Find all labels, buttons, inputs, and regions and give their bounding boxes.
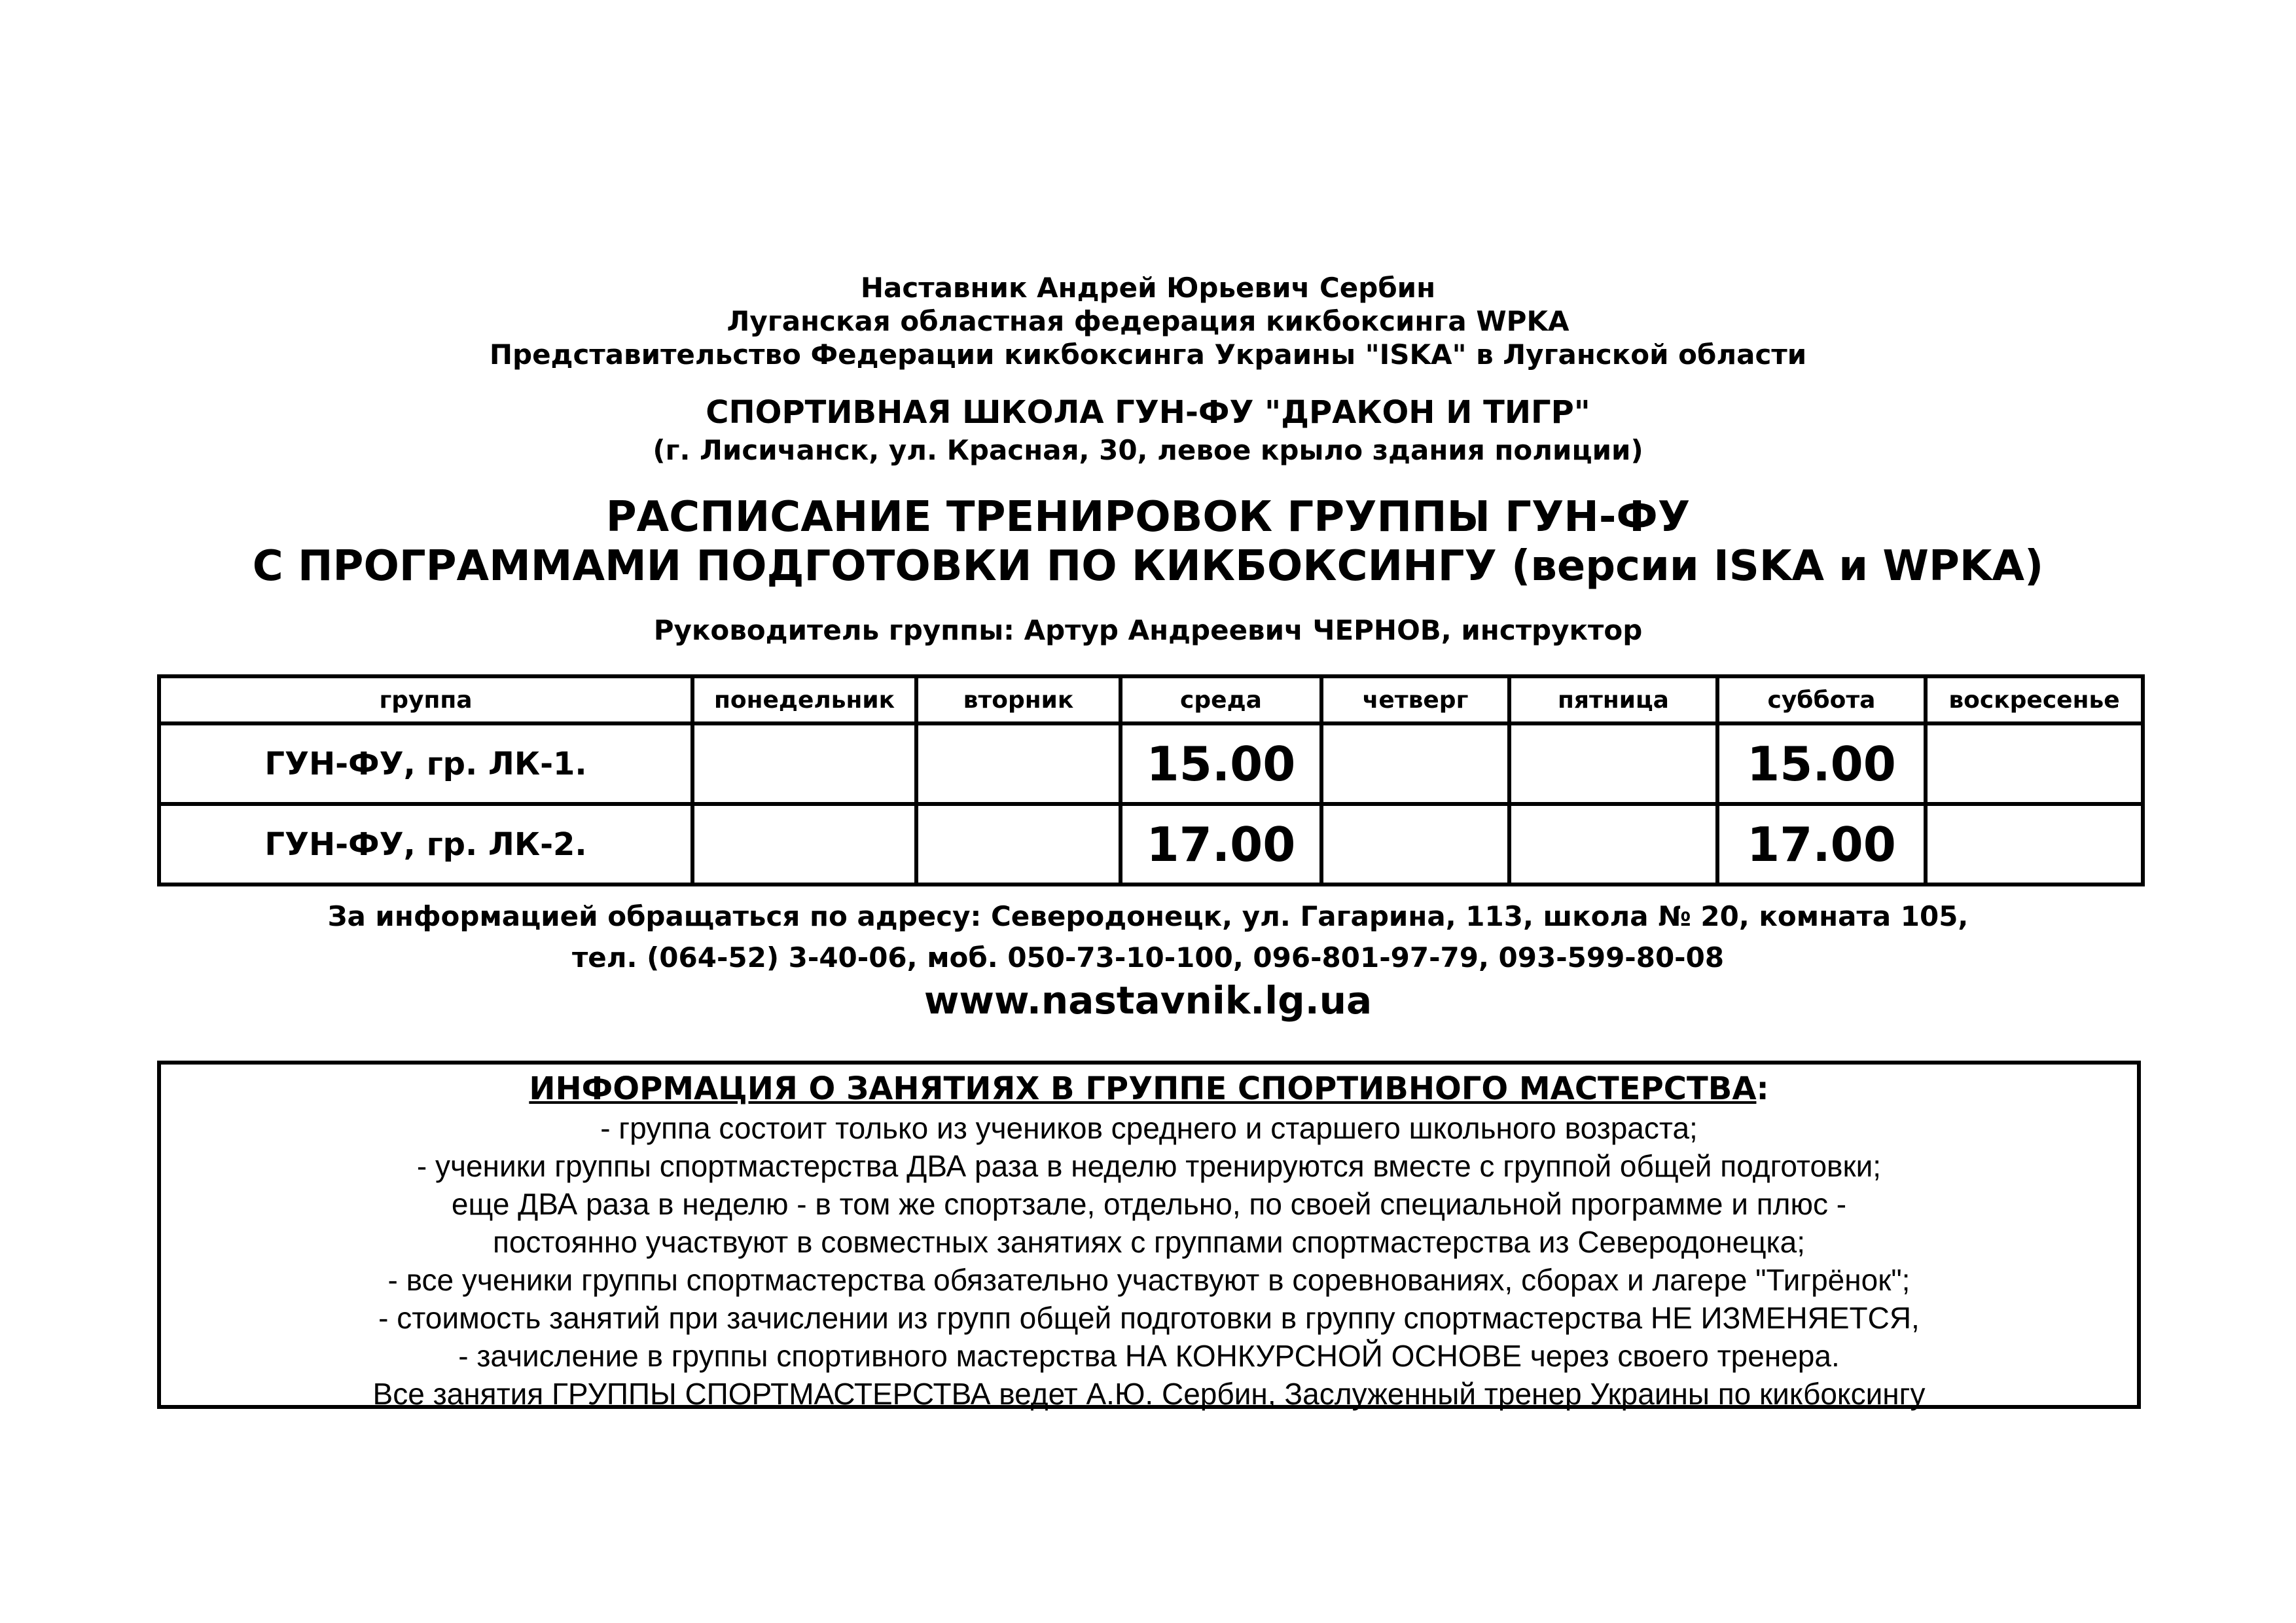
info-line: еще ДВА раза в неделю - в том же спортзале, отдельно, по своей специальной программе и плюс - bbox=[451, 1187, 1847, 1221]
info-line: постоянно участвуют в совместных занятиях с группами спортмастерства из Северодонецка; bbox=[492, 1225, 1806, 1259]
thursday-cell bbox=[1321, 804, 1509, 884]
federation-line: Луганская областная федерация кикбоксинга WPKA bbox=[726, 305, 1570, 337]
info-line: Все занятия ГРУППЫ СПОРТМАСТЕРСТВА ведет А.Ю. Сербин, Заслуженный тренер Украины по кикбоксингу bbox=[372, 1377, 1926, 1411]
info-title-text: ИНФОРМАЦИЯ О ЗАНЯТИЯХ В ГРУППЕ СПОРТИВНОГО МАСТЕРСТВА bbox=[529, 1070, 1757, 1107]
table-row bbox=[159, 804, 2143, 884]
page-title-line2: С ПРОГРАММАМИ ПОДГОТОВКИ ПО КИКБОКСИНГУ (версии ISKA и WPKA) bbox=[252, 542, 2044, 591]
contact-address: За информацией обращаться по адресу: Северодонецк, ул. Гагарина, 113, школа № 20, комната 105, bbox=[327, 900, 1969, 932]
col-header-sunday: воскресенье bbox=[1926, 676, 2143, 723]
info-line: - все ученики группы спортмастерства обязательно участвуют в соревнованиях, сборах и лагере "Тигрёнок"; bbox=[387, 1263, 1910, 1297]
contact-phones: тел. (064-52) 3-40-06, моб. 050-73-10-100, 096-801-97-79, 093-599-80-08 bbox=[571, 941, 1725, 974]
col-header-group: группа bbox=[159, 676, 692, 723]
col-header-thursday: четверг bbox=[1321, 676, 1509, 723]
info-line: - зачисление в группы спортивного мастерства НА КОНКУРСНОЙ ОСНОВЕ через своего тренера. bbox=[458, 1339, 1840, 1373]
info-line: - стоимость занятий при зачислении из групп общей подготовки в группу спортмастерства НЕ ИЗМЕНЯЕТСЯ, bbox=[378, 1301, 1920, 1335]
website-link[interactable]: www.nastavnik.lg.ua bbox=[924, 978, 1372, 1023]
col-header-saturday: суббота bbox=[1717, 676, 1926, 723]
table-header-row bbox=[159, 676, 2143, 723]
tuesday-cell bbox=[916, 804, 1121, 884]
tuesday-cell bbox=[916, 723, 1121, 804]
schedule-table bbox=[157, 674, 2145, 886]
col-header-tuesday: вторник bbox=[916, 676, 1121, 723]
monday-cell bbox=[692, 804, 916, 884]
info-title-colon: : bbox=[1756, 1070, 1769, 1107]
thursday-cell bbox=[1321, 723, 1509, 804]
info-line: - ученики группы спортмастерства ДВА раза в неделю тренируются вместе с группой общей подготовки; bbox=[416, 1149, 1882, 1183]
group-name-cell: ГУН-ФУ, гр. ЛК-2. bbox=[159, 804, 692, 884]
wednesday-cell: 17.00 bbox=[1121, 804, 1321, 884]
saturday-cell: 17.00 bbox=[1717, 804, 1926, 884]
mentor-line: Наставник Андрей Юрьевич Сербин bbox=[860, 272, 1436, 304]
monday-cell bbox=[692, 723, 916, 804]
col-header-wednesday: среда bbox=[1121, 676, 1321, 723]
saturday-cell: 15.00 bbox=[1717, 723, 1926, 804]
page-title-line1: РАСПИСАНИЕ ТРЕНИРОВОК ГРУППЫ ГУН-ФУ bbox=[605, 493, 1691, 541]
info-title bbox=[161, 1068, 2137, 1109]
info-box bbox=[157, 1061, 2141, 1409]
representation-line: Представительство Федерации кикбоксинга Украины "ISKA" в Луганской области bbox=[489, 338, 1807, 371]
group-name-cell: ГУН-ФУ, гр. ЛК-1. bbox=[159, 723, 692, 804]
col-header-friday: пятница bbox=[1509, 676, 1717, 723]
school-address: (г. Лисичанск, ул. Красная, 30, левое крыло здания полиции) bbox=[653, 434, 1643, 466]
wednesday-cell: 15.00 bbox=[1121, 723, 1321, 804]
col-header-monday: понедельник bbox=[692, 676, 916, 723]
sunday-cell bbox=[1926, 723, 2143, 804]
table-row bbox=[159, 723, 2143, 804]
friday-cell bbox=[1509, 723, 1717, 804]
info-line: - группа состоит только из учеников среднего и старшего школьного возраста; bbox=[600, 1111, 1698, 1145]
sunday-cell bbox=[1926, 804, 2143, 884]
friday-cell bbox=[1509, 804, 1717, 884]
school-name: СПОРТИВНАЯ ШКОЛА ГУН-ФУ "ДРАКОН И ТИГР" bbox=[706, 394, 1590, 431]
group-leader: Руководитель группы: Артур Андреевич ЧЕРНОВ, инструктор bbox=[653, 614, 1643, 646]
